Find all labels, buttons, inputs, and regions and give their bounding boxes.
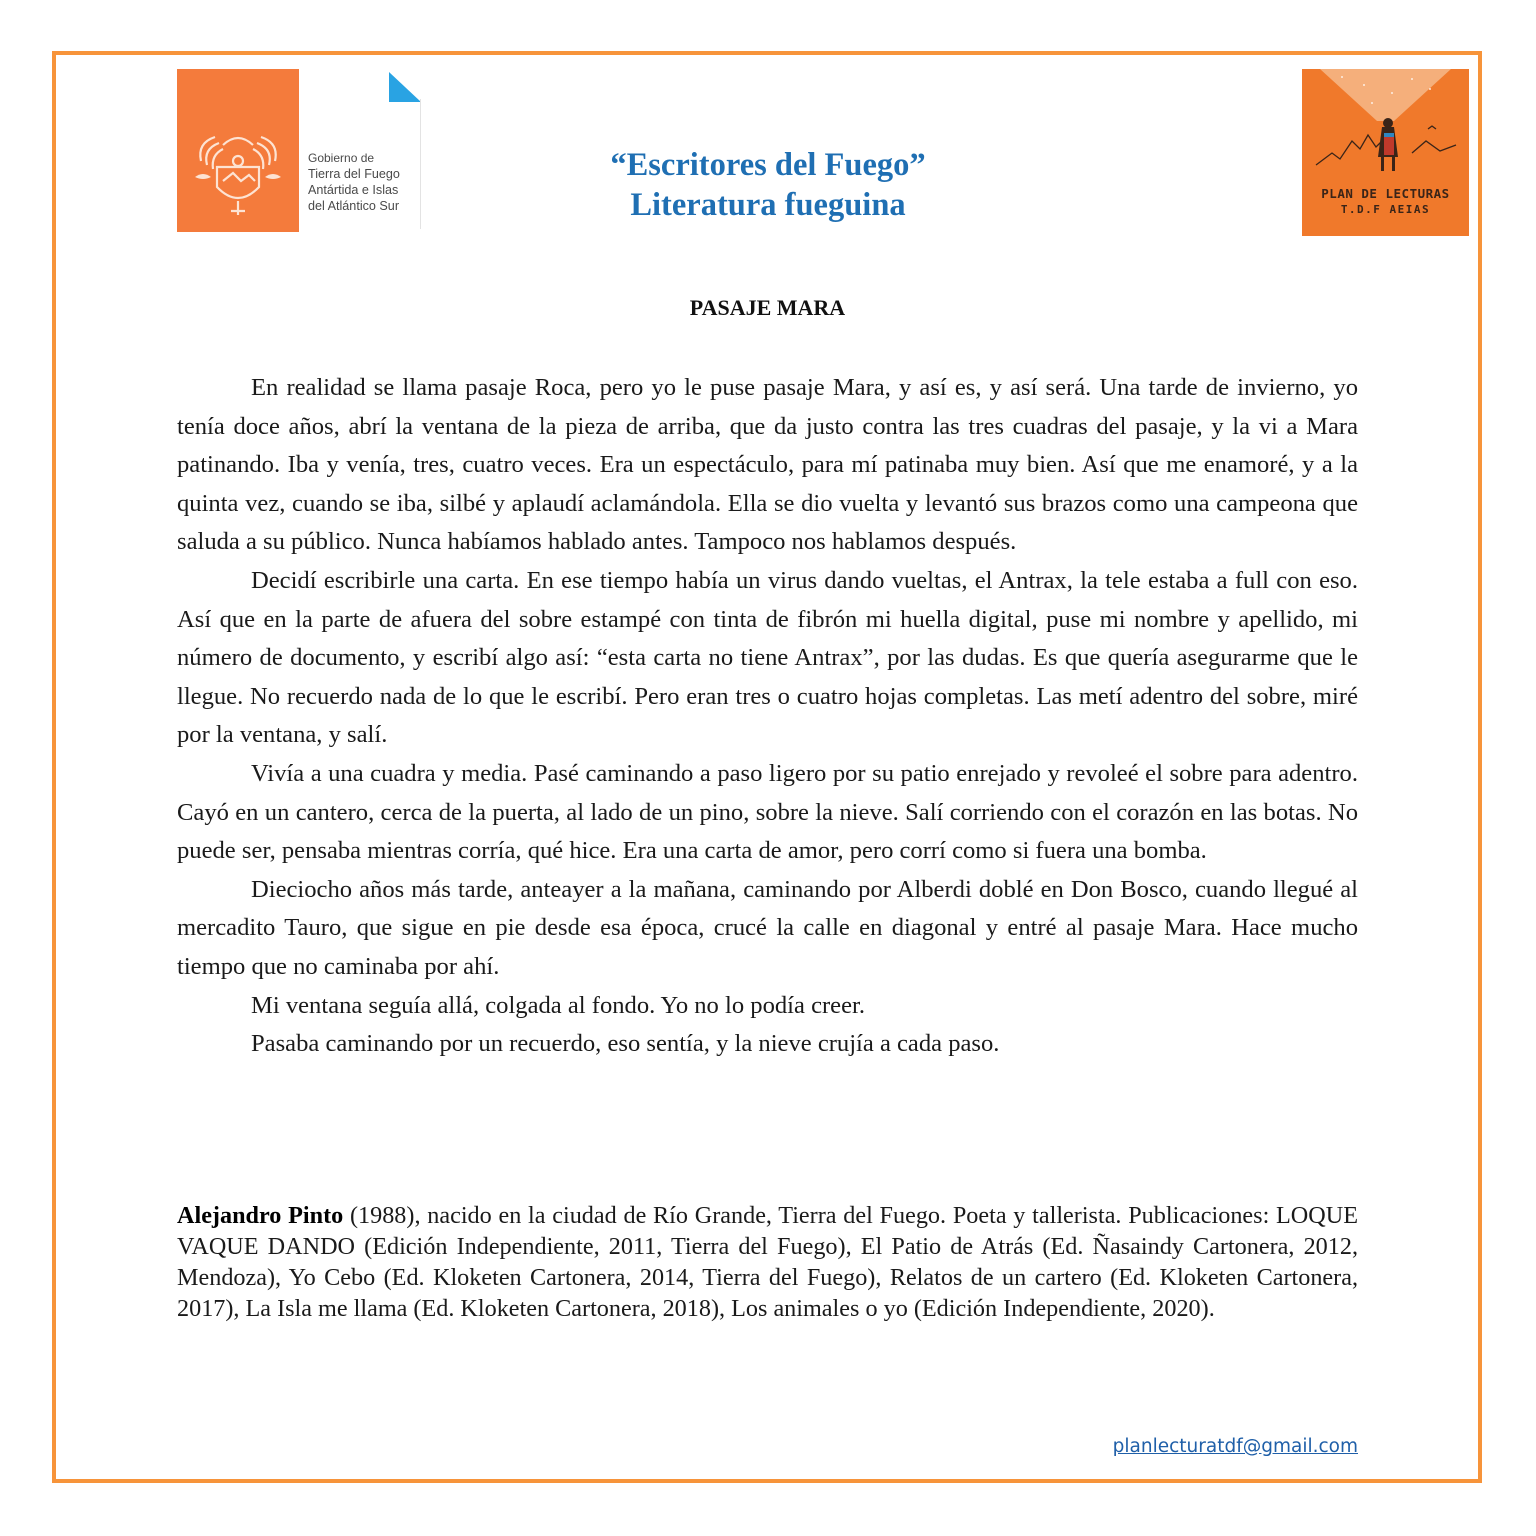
story-paragraph: En realidad se llama pasaje Roca, pero yo le puse pasaje Mara, y así es, y así será. Una tarde de invierno, yo tenía doce años, abrí la ventana de la pieza de arriba, que da justo contra las tres cuadras del pasaje, y la vi a Mara patinando. Iba y venía, tres, cuatro veces. Era un espectáculo, para mí patinaba muy bien. Así que me enamoré, y a la quinta vez, cuando se iba, silbé y aplaudí aclamándola. Ella se dio vuelta y levantó sus brazos como una campeona que saluda a su público. Nunca habíamos hablado antes. Tampoco nos hablamos después.: [177, 374, 1358, 556]
story-paragraph: Mi ventana seguía allá, colgada al fondo. Yo no lo podía creer.: [251, 991, 865, 1019]
gov-line-3: Antártida e Islas: [308, 183, 399, 197]
email-link[interactable]: planlecturatdf@gmail.com: [1112, 1436, 1358, 1457]
header-title-line-1: “Escritores del Fuego”: [610, 147, 926, 183]
logo-divider: [420, 99, 421, 229]
gov-line-4: del Atlántico Sur: [308, 199, 400, 213]
plan-logo-line-2: T.D.F AEIAS: [1340, 203, 1431, 216]
story-title: PASAJE MARA: [689, 295, 846, 320]
story-body: [177, 369, 1358, 1064]
tierra-del-fuego-emblem-icon: [177, 69, 299, 232]
header-title: [470, 145, 1066, 225]
story-paragraph: Vivía a una cuadra y media. Pasé caminando a paso ligero por su patio enrejado y revoleé el sobre para adentro. Cayó en un cantero, cerca de la puerta, al lado de un pino, sobre la nieve. Salí corriendo con el corazón en las botas. No puede ser, pensaba mientras corría, qué hice. Era una carta de amor, pero corrí como si fuera una bomba.: [177, 759, 1358, 865]
government-name: [308, 150, 400, 214]
author-name: Alejandro Pinto: [177, 1202, 344, 1229]
story-paragraph: Decidí escribirle una carta. En ese tiempo había un virus dando vueltas, el Antrax, la tele estaba a full con eso. Así que en la parte de afuera del sobre estampé con tinta de fibrón mi huella digital, puse mi nombre y apellido, mi número de documento, y escribí algo así: “esta carta no tiene Antrax”, por las dudas. Es que quería asegurarme que le llegue. No recuerdo nada de lo que le escribí. Pero eran tres o cuatro hojas completas. Las metí adentro del sobre, miré por la ventana, y salí.: [177, 566, 1358, 749]
plan-de-lecturas-logo: [1302, 69, 1469, 236]
plan-logo-text: [1302, 185, 1469, 217]
story-paragraph: Pasaba caminando por un recuerdo, eso sentía, y la nieve crujía a cada paso.: [251, 1030, 1000, 1058]
blue-corner-icon: [389, 72, 421, 102]
story-paragraph: Dieciocho años más tarde, anteayer a la mañana, caminando por Alberdi doblé en Don Bosco, cuando llegué al mercadito Tauro, que sigue en pie desde esa época, crucé la calle en diagonal y entré al pasaje Mara. Hace mucho tiempo que no caminaba por ahí.: [177, 875, 1358, 980]
plan-logo-line-1: PLAN DE LECTURAS: [1321, 186, 1450, 201]
author-bio: [177, 1200, 1358, 1324]
author-bio-text: (1988), nacido en la ciudad de Río Grande, Tierra del Fuego. Poeta y tallerista. Publicaciones: LOQUE VAQUE DANDO (Edición Independiente, 2011, Tierra del Fuego), El Patio de Atrás (Ed. Ñasaindy Cartonera, 2012, Mendoza), Yo Cebo (Ed. Kloketen Cartonera, 2014, Tierra del Fuego), Relatos de un cartero (Ed. Kloketen Cartonera, 2017), La Isla me llama (Ed. Kloketen Cartonera, 2018), Los animales o yo (Edición Independiente, 2020).: [177, 1202, 1358, 1322]
header-title-line-2: Literatura fueguina: [630, 187, 906, 223]
gov-line-2: Tierra del Fuego: [308, 167, 400, 181]
gov-line-1: Gobierno de: [308, 151, 375, 165]
government-logo: [177, 69, 424, 232]
